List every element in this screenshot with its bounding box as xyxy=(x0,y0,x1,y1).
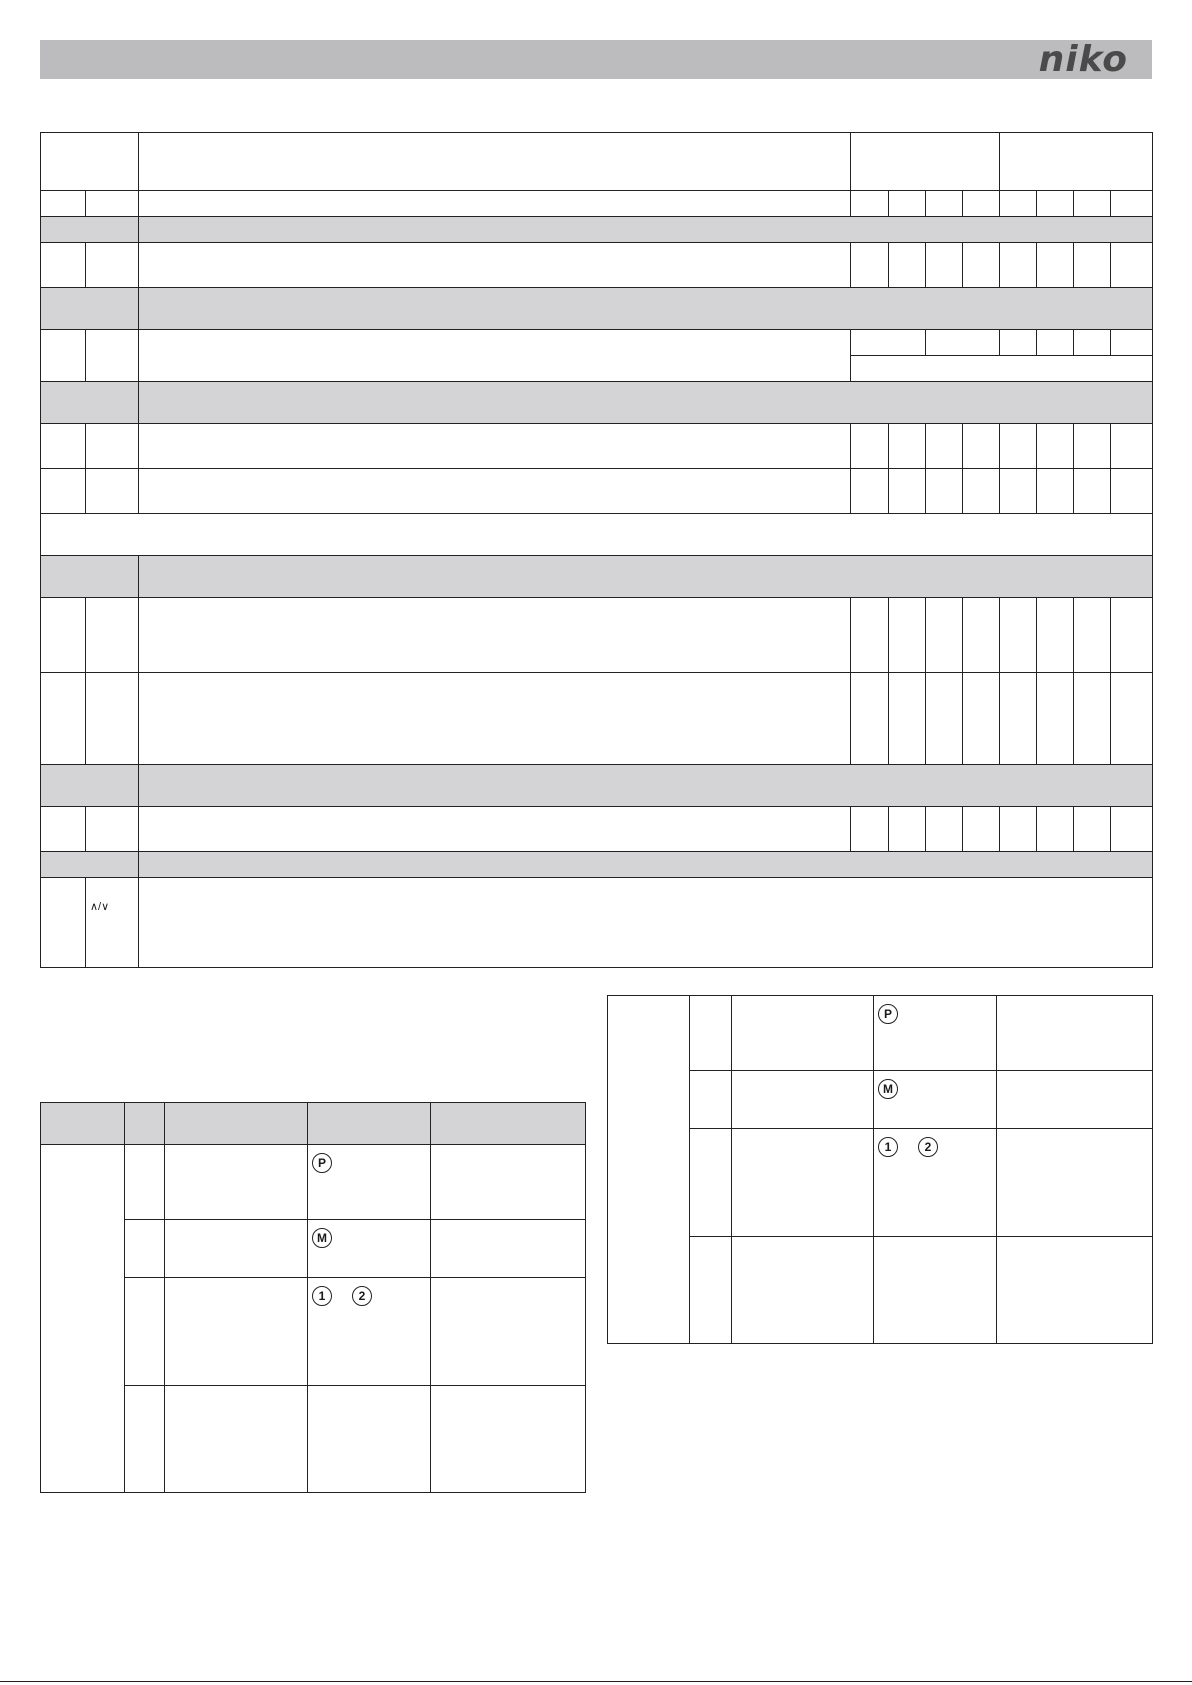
table-subheader-row xyxy=(41,191,1153,217)
table-row xyxy=(41,878,1153,968)
table-row xyxy=(41,598,1153,673)
section-row xyxy=(41,217,1153,243)
section-row xyxy=(41,382,1153,424)
memory-button-icon: M xyxy=(878,1079,898,1099)
program-button-icon: P xyxy=(878,1004,898,1024)
page-bottom-rule xyxy=(0,1681,1192,1682)
section-row xyxy=(41,556,1153,598)
section-row xyxy=(41,288,1153,330)
table-row xyxy=(41,673,1153,765)
niko-logo: niko xyxy=(1038,39,1128,80)
note-row xyxy=(41,514,1153,556)
button-table-right xyxy=(607,995,1153,1344)
memory-button-icon: M xyxy=(312,1228,332,1248)
table-row xyxy=(41,424,1153,469)
settings-table xyxy=(40,132,1153,968)
table-row xyxy=(608,996,1153,1071)
table-row xyxy=(41,807,1153,852)
table-header-row xyxy=(41,133,1153,191)
table-row xyxy=(608,1071,1153,1129)
table-row xyxy=(41,1145,586,1220)
button-table-left xyxy=(40,1102,586,1493)
program-button-icon: P xyxy=(312,1153,332,1173)
button-two-icon: 2 xyxy=(352,1286,372,1306)
header-bar xyxy=(40,40,1152,79)
table-row xyxy=(608,1237,1153,1344)
up-down-arrows: ∧/∨ xyxy=(86,878,139,968)
table-row xyxy=(41,243,1153,288)
button-one-icon: 1 xyxy=(878,1137,898,1157)
section-row xyxy=(41,765,1153,807)
button-one-icon: 1 xyxy=(312,1286,332,1306)
button-two-icon: 2 xyxy=(918,1137,938,1157)
table-header-row xyxy=(41,1103,586,1145)
table-row xyxy=(41,330,1153,356)
section-row xyxy=(41,852,1153,878)
table-row xyxy=(41,469,1153,514)
table-row xyxy=(608,1129,1153,1237)
